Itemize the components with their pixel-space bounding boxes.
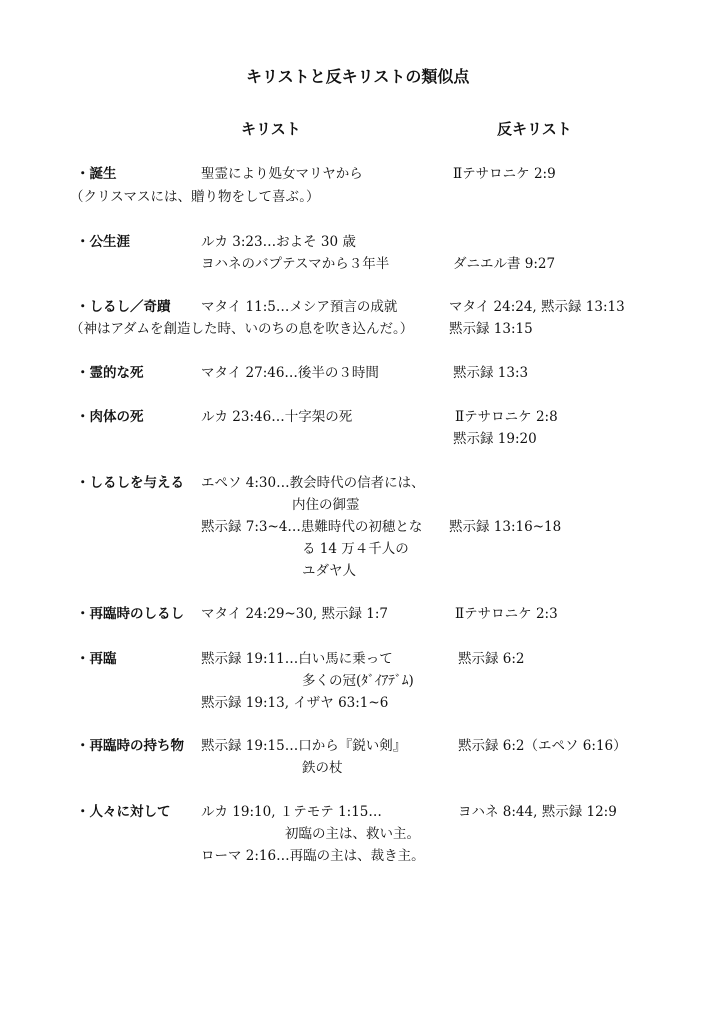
row-label-ministry: ・公生涯	[76, 234, 130, 250]
christ-birth: 聖霊により処女マリヤから	[201, 166, 363, 182]
note-birth: （クリスマスには、贈り物をして喜ぶ。）	[70, 189, 320, 205]
christ-toward-people-1: ルカ 19:10, １テモテ 1:15…	[201, 804, 382, 820]
antichrist-birth: Ⅱテサロニケ 2:9	[453, 166, 556, 182]
antichrist-possession: 黙示録 6:2（エペソ 6:16）	[458, 738, 627, 754]
christ-return-sign: マタイ 24:29~30, 黙示録 1:7	[201, 606, 389, 622]
antichrist-signs-2: 黙示録 13:15	[449, 321, 533, 337]
christ-physical-death: ルカ 23:46…十字架の死	[201, 409, 353, 425]
page-title: キリストと反キリストの類似点	[246, 67, 470, 86]
row-label-second-coming: ・再臨	[76, 651, 117, 667]
column-header-christ: キリスト	[241, 120, 301, 138]
christ-toward-people-3: ローマ 2:16…再臨の主は、裁き主。	[201, 848, 425, 864]
christ-toward-people-2: 初臨の主は、救い主。	[285, 826, 420, 842]
column-header-antichrist: 反キリスト	[497, 120, 572, 138]
antichrist-ministry: ダニエル書 9:27	[453, 256, 556, 272]
row-label-give-sign: ・しるしを与える	[76, 475, 184, 491]
christ-second-coming-2: 多くの冠(ﾀﾞｲｱﾃﾞﾑ)	[302, 673, 414, 689]
antichrist-return-sign: Ⅱテサロニケ 2:3	[455, 606, 558, 622]
christ-give-sign-3: 黙示録 7:3~4…患難時代の初穂とな	[201, 519, 423, 535]
row-label-physical-death: ・肉体の死	[76, 409, 144, 425]
christ-give-sign-4: る 14 万４千人の	[302, 541, 409, 557]
christ-give-sign-2: 内住の御霊	[292, 497, 360, 513]
antichrist-spiritual-death: 黙示録 13:3	[453, 365, 529, 381]
christ-second-coming-1: 黙示録 19:11…白い馬に乗って	[201, 651, 393, 667]
row-label-possession: ・再臨時の持ち物	[76, 738, 184, 754]
row-label-return-sign: ・再臨時のしるし	[76, 606, 184, 622]
christ-possession-1: 黙示録 19:15…口から『鋭い剣』	[201, 738, 407, 754]
christ-give-sign-5: ユダヤ人	[302, 563, 356, 579]
note-signs: （神はアダムを創造した時、いのちの息を吹き込んだ。）	[70, 321, 414, 337]
christ-second-coming-3: 黙示録 19:13, イザヤ 63:1~6	[201, 695, 389, 711]
christ-possession-2: 鉄の杖	[302, 760, 343, 776]
antichrist-toward-people: ヨハネ 8:44, 黙示録 12:9	[458, 804, 617, 820]
christ-signs: マタイ 11:5…メシア預言の成就	[201, 299, 398, 315]
antichrist-give-sign: 黙示録 13:16~18	[449, 519, 562, 535]
row-label-signs: ・しるし／奇蹟	[76, 299, 171, 315]
antichrist-second-coming: 黙示録 6:2	[458, 651, 525, 667]
antichrist-physical-death-2: 黙示録 19:20	[453, 431, 537, 447]
row-label-birth: ・誕生	[76, 166, 117, 182]
antichrist-signs-1: マタイ 24:24, 黙示録 13:13	[449, 299, 625, 315]
antichrist-physical-death-1: Ⅱテサロニケ 2:8	[455, 409, 558, 425]
row-label-spiritual-death: ・霊的な死	[76, 365, 144, 381]
christ-give-sign-1: エペソ 4:30…教会時代の信者には、	[201, 475, 425, 491]
christ-spiritual-death: マタイ 27:46…後半の３時間	[201, 365, 379, 381]
christ-ministry-2: ヨハネのバプテスマから３年半	[201, 256, 390, 272]
christ-ministry-1: ルカ 3:23…およそ 30 歳	[201, 234, 356, 250]
row-label-toward-people: ・人々に対して	[76, 804, 171, 820]
